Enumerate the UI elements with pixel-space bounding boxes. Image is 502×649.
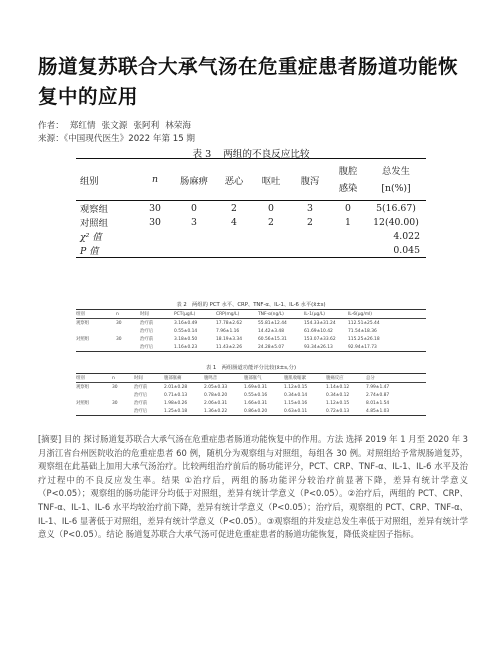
t1-cell: 0.34±0.14 [284,392,308,398]
chi-square-value: 4.022 [393,230,420,242]
t3-header: 组别 [76,159,138,201]
source-line [38,132,201,144]
t1-cell: 观察组 [76,385,90,390]
t1-cell: 1.15±0.16 [284,400,308,406]
inflammation-table [76,309,426,352]
t3-cell: 观察组 [80,204,108,215]
t2-cell: 0.55±0.14 [174,328,198,334]
t1-cell: 2.01±0.28 [164,384,188,390]
t2-cell: 154.33±31.24 [304,320,336,326]
t3-header: 腹腔 感染 [330,159,366,201]
t1-cell [76,391,112,399]
t2-header: IL-6(μg/ml) [348,310,426,319]
t2-cell [116,343,140,352]
table-row [76,201,426,216]
author-name: 张文源 [101,121,128,131]
t2-cell [116,327,140,335]
t1-cell: 0.78±0.20 [204,392,228,398]
t3-header: 恶心 [216,159,252,201]
t2-cell: 1.16±0.23 [174,344,198,350]
t2-cell: 30 [116,336,122,342]
p-value-label: P 值 [80,246,99,257]
t1-cell: 0.55±0.16 [244,392,268,398]
table-row [76,335,426,343]
table3-caption-num: 表 3 [192,149,212,160]
t1-cell: 治疗后 [134,393,148,398]
table-row [76,391,426,399]
t3-header: 肠麻痹 [172,159,216,201]
t1-cell: 1.36±0.22 [204,408,228,414]
t2-cell: 93.34±26.13 [304,344,333,350]
t3-header: n [138,159,172,201]
table-row [76,319,426,328]
t2-cell: 治疗前 [140,337,154,342]
t3-cell: 3 [191,216,197,228]
author-name: 林荣海 [165,121,191,131]
t1-cell: 7.99±1.47 [366,384,390,390]
t3-cell: 2 [231,202,237,214]
t2-cell: 61.69±10.42 [304,328,333,334]
author-name: 郑红情 [69,121,96,131]
t2-cell: 7.96±1.16 [216,328,240,334]
t3-cell: 30 [149,216,161,228]
t2-cell: 60.56±15.31 [258,336,287,342]
t3-cell: 4 [231,216,237,228]
table-row [76,399,426,407]
t3-header: 总发生 [n(%)] [366,159,426,201]
t3-header: 呕吐 [252,159,290,201]
t2-cell [76,327,116,335]
t1-cell: 治疗前 [134,401,148,406]
t2-header: n [116,310,140,319]
t2-cell: 55.81±12.44 [258,320,287,326]
t1-header: 腹痛反应 [326,374,366,383]
t2-cell: 112.51±25.44 [348,320,380,326]
t2-cell: 3.18±0.50 [174,336,198,342]
t3-cell: 2 [268,216,274,228]
t3-header: 腹泻 [290,159,330,201]
source-label: 来源： [38,134,64,144]
t2-cell: 3.16±0.49 [174,320,198,326]
t2-header-row [76,310,426,319]
t2-cell: 治疗后 [140,329,154,334]
t1-cell [112,391,134,399]
t2-header: 时间 [140,310,174,319]
t2-cell: 11.43±2.26 [216,344,243,350]
t1-cell: 对照组 [76,401,90,406]
t3-cell: 2 [307,216,313,228]
t1-cell: 4.85±1.03 [366,408,390,414]
table-row [76,215,426,229]
table-row [76,383,426,392]
t1-header: 腹部胀痛 [164,374,204,383]
t2-header: 组别 [76,310,116,319]
t2-cell: 115.25±26.18 [348,336,380,342]
t1-body [76,383,426,416]
table1-caption: 表 1 两组肠道功能评分比较(x̄±s,分) [205,365,297,371]
t1-cell [112,407,134,416]
t2-header: IL-1(μg/L) [304,310,348,319]
t1-cell: 0.71±0.13 [164,392,188,398]
t1-cell: 0.86±0.20 [244,408,268,414]
t2-cell: 治疗后 [140,345,154,350]
t2-cell: 治疗前 [140,321,154,326]
t2-cell [76,343,116,352]
t2-cell: 71.54±18.36 [348,328,377,334]
source-journal: 《中国现代医生》2022 年第 15 期 [63,134,196,144]
article-title: 肠道复苏联合大承气汤在危重症患者肠道功能恢复中的应用 [38,55,459,108]
table-row [76,243,426,258]
t2-cell: 92.94±17.73 [348,344,377,350]
abstract-text: [摘要] 目的 探讨肠道复苏联合大承气汤在危重症患者肠道功能恢复中的作用。方法 选择 2019 年 1 月至 2020 年 3 月浙江省台州医院收治的危重症患者 60 例，随机分为观察组与对照组，每组各 30 例。对照组给予常规肠道复苏，观察组在此基础上加用大承气汤治疗。比较两组治疗前后的肠功能评分，PCT、CRP、TNF-α、IL-1、IL-6 水平及治疗过程中的不良反应发生率。结果 ①治疗后，两组的肠功能评分较治疗前显著下降，差异有统计学意义（P<0.05）；观察组的肠功能评分均低于对照组，差异有统计学意义（P<0.05）。②治疗后，两组的 PCT、CRP、TNF-α、IL-1、IL-6 水平均较治疗前下降，差异有统计学意义（P<0.05）；治疗后，观察组的 PCT、CRP、TNF-α、IL-1、IL-6 显著低于对照组，差异有统计学意义（P<0.05）。③观察组的并发症总发生率低于对照组，差异有统计学意义（P<0.05）。结论 肠道复苏联合大承气汤可促进危重症患者的肠道功能恢复，降低炎症因子指标。 [38,434,468,540]
table-row [76,327,426,335]
table2-caption: 表 2 两组的 PCT 水平、CRP、TNF-α、IL-1、IL-6 水平(x̄±s) [176,302,326,308]
t1-header: 总分 [366,374,426,383]
t1-cell: 1.12±0.15 [284,384,308,390]
t1-cell: 2.06±0.31 [204,400,228,406]
t1-cell: 0.72±0.13 [326,408,350,414]
t2-cell: 30 [116,320,122,326]
t1-cell: 1.98±0.26 [164,400,188,406]
table-row [76,343,426,352]
t1-cell: 1.69±0.31 [244,384,268,390]
t3-cell: 12(40.00) [373,216,419,228]
authors-line [38,119,197,131]
t2-body [76,319,426,352]
t1-cell: 治疗前 [134,385,148,390]
t1-cell: 30 [112,384,118,390]
t3-cell: 0 [268,202,274,214]
t1-header: 腹部胀气 [244,374,284,383]
t1-header: 腹肌收缩紧 [284,374,326,383]
t1-cell: 1.14±0.12 [326,384,350,390]
t1-cell: 0.34±0.12 [326,392,350,398]
t2-cell: 17.78±2.62 [216,320,243,326]
t2-cell: 24.28±5.07 [258,344,285,350]
authors-label: 作者： [38,121,64,131]
t1-cell: 0.63±0.11 [284,408,308,414]
t2-cell: 观察组 [76,321,90,326]
t2-cell: 18.19±3.34 [216,336,243,342]
t3-cell: 对照组 [80,218,108,229]
t3-cell: 5(16.67) [376,202,416,214]
t1-cell: 30 [112,400,118,406]
t2-cell: 对照组 [76,337,90,342]
chi-square-label: χ² 值 [80,232,102,243]
t1-cell: 2.05±0.33 [204,384,228,390]
t1-cell: 1.66±0.31 [244,400,268,406]
p-value: 0.045 [393,244,420,256]
t1-cell [76,407,112,416]
t2-header: CRP(mg/L) [216,310,258,319]
t3-cell: 3 [307,202,313,214]
t1-header: n [112,374,134,383]
table-row [76,407,426,416]
t3-cell: 1 [345,216,351,228]
t3-cell: 0 [191,202,197,214]
t1-header: 时间 [134,374,164,383]
t2-header: TNF-α(ng/L) [258,310,304,319]
table3-caption-text: 两组的不良反应比较 [223,149,310,160]
t1-cell: 8.01±1.54 [366,400,390,406]
t1-cell: 2.74±0.87 [366,392,390,398]
t2-cell: 14.42±3.48 [258,328,285,334]
author-name: 张阿利 [133,121,160,131]
bowel-score-table [76,373,426,416]
t1-header-row [76,374,426,383]
t3-cell: 0 [345,202,351,214]
table-row [76,229,426,243]
t1-cell: 1.12±0.15 [326,400,350,406]
t3-cell: 30 [149,202,161,214]
t1-cell: 1.25±0.18 [164,408,188,414]
t2-cell: 153.07±33.62 [304,336,336,342]
t2-header: PCT(μg/L) [174,310,216,319]
t1-cell: 治疗后 [134,409,148,414]
t1-header: 组别 [76,374,112,383]
adverse-reaction-table [76,158,426,258]
t1-header: 腹鸣音 [204,374,244,383]
